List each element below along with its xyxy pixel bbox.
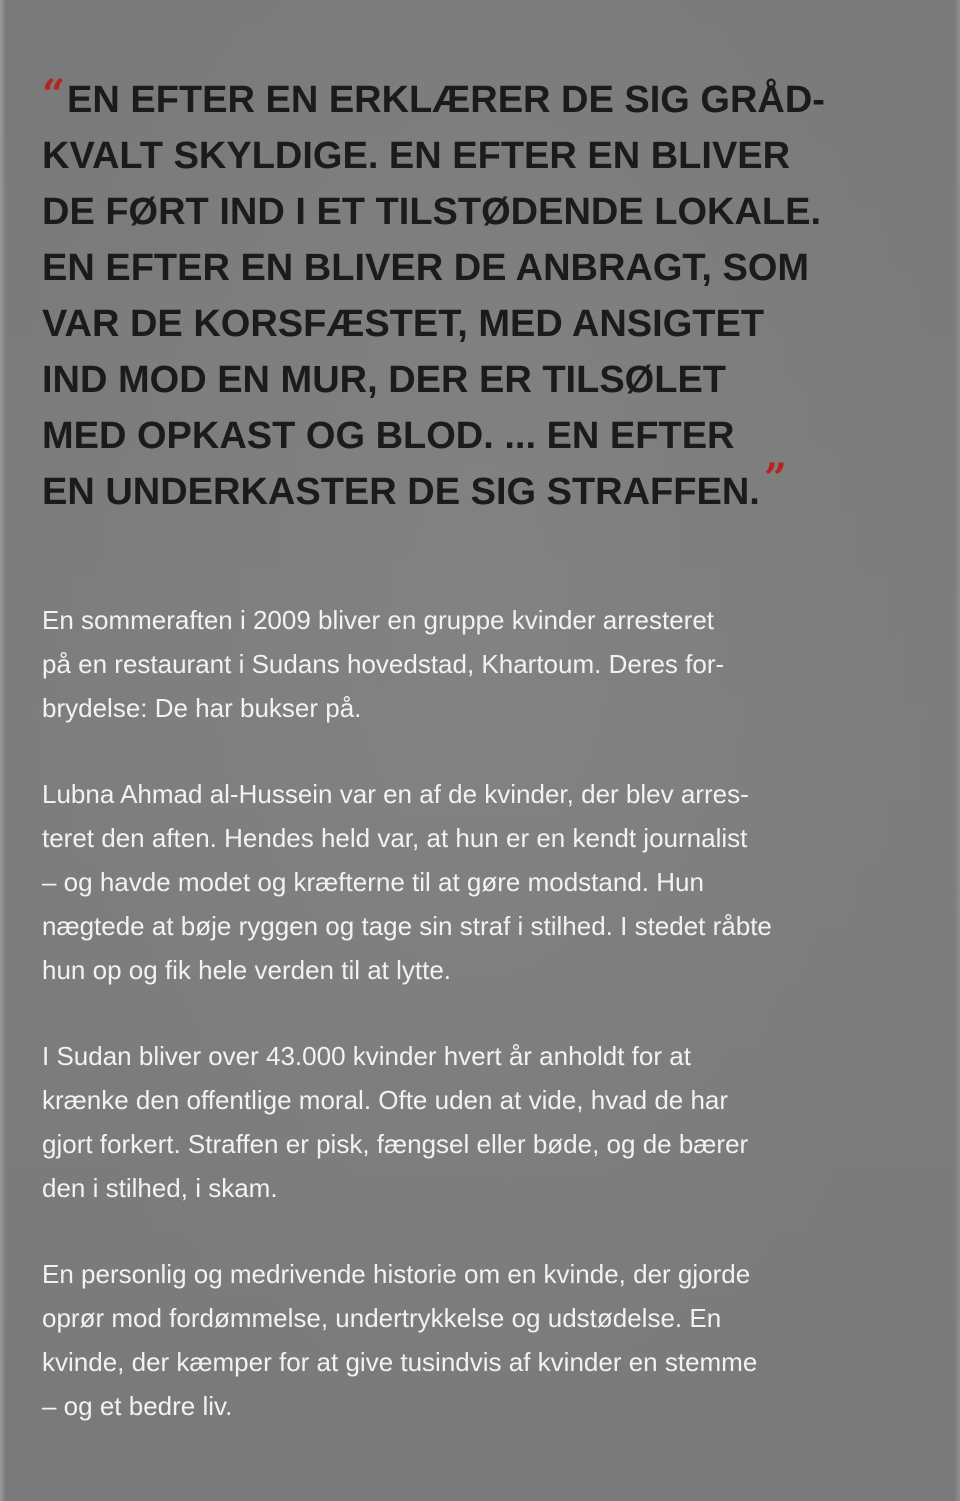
blurb-line: – og et bedre liv. [42, 1391, 233, 1421]
blurb-line: hun op og fik hele verden til at lytte. [42, 955, 452, 985]
blurb-line: teret den aften. Hendes held var, at hun er en kendt journalist [42, 823, 748, 853]
blurb-line: En personlig og medrivende historie om en kvinde, der gjorde [42, 1259, 751, 1289]
blurb-paragraph [42, 1252, 922, 1428]
blurb-line: brydelse: De har bukser på. [42, 693, 362, 723]
blurb-line: kvinde, der kæmper for at give tusindvis af kvinder en stemme [42, 1347, 758, 1377]
blurb-paragraph [42, 1034, 922, 1210]
pull-quote-line: “EN EFTER EN ERKLÆRER DE SIG GRÅD- [42, 71, 825, 121]
blurb [42, 598, 922, 1470]
blurb-paragraph [42, 598, 922, 730]
pull-quote-line: VAR DE KORSFÆSTET, MED ANSIGTET [42, 303, 765, 345]
blurb-line: på en restaurant i Sudans hovedstad, Khartoum. Deres for- [42, 649, 725, 679]
cover-edge-right [954, 0, 960, 1501]
blurb-line: den i stilhed, i skam. [42, 1173, 278, 1203]
pull-quote-line: EN EFTER EN BLIVER DE ANBRAGT, SOM [42, 247, 810, 289]
blurb-line: I Sudan bliver over 43.000 kvinder hvert år anholdt for at [42, 1041, 691, 1071]
blurb-line: gjort forkert. Straffen er pisk, fængsel eller bøde, og de bærer [42, 1129, 749, 1159]
pull-quote-line: IND MOD EN MUR, DER ER TILSØLET [42, 359, 726, 401]
blurb-line: En sommeraften i 2009 bliver en gruppe kvinder arresteret [42, 605, 715, 635]
pull-quote-line: MED OPKAST OG BLOD. ... EN EFTER [42, 415, 735, 457]
pull-quote-line: KVALT SKYLDIGE. EN EFTER EN BLIVER [42, 135, 791, 177]
pull-quote [42, 72, 922, 520]
blurb-line: krænke den offentlige moral. Ofte uden at vide, hvad de har [42, 1085, 729, 1115]
close-quote-mark: ” [763, 455, 787, 502]
open-quote-mark: “ [42, 71, 66, 118]
cover-edge-left [0, 0, 6, 1501]
pull-quote-line: DE FØRT IND I ET TILSTØDENDE LOKALE. [42, 191, 821, 233]
blurb-line: – og havde modet og kræfterne til at gøre modstand. Hun [42, 867, 704, 897]
blurb-line: Lubna Ahmad al-Hussein var en af de kvinder, der blev arres- [42, 779, 749, 809]
blurb-paragraph [42, 772, 922, 992]
pull-quote-line: EN UNDERKASTER DE SIG STRAFFEN. ” [42, 455, 787, 513]
blurb-line: oprør mod fordømmelse, undertrykkelse og udstødelse. En [42, 1303, 722, 1333]
blurb-line: nægtede at bøje ryggen og tage sin straf i stilhed. I stedet råbte [42, 911, 772, 941]
